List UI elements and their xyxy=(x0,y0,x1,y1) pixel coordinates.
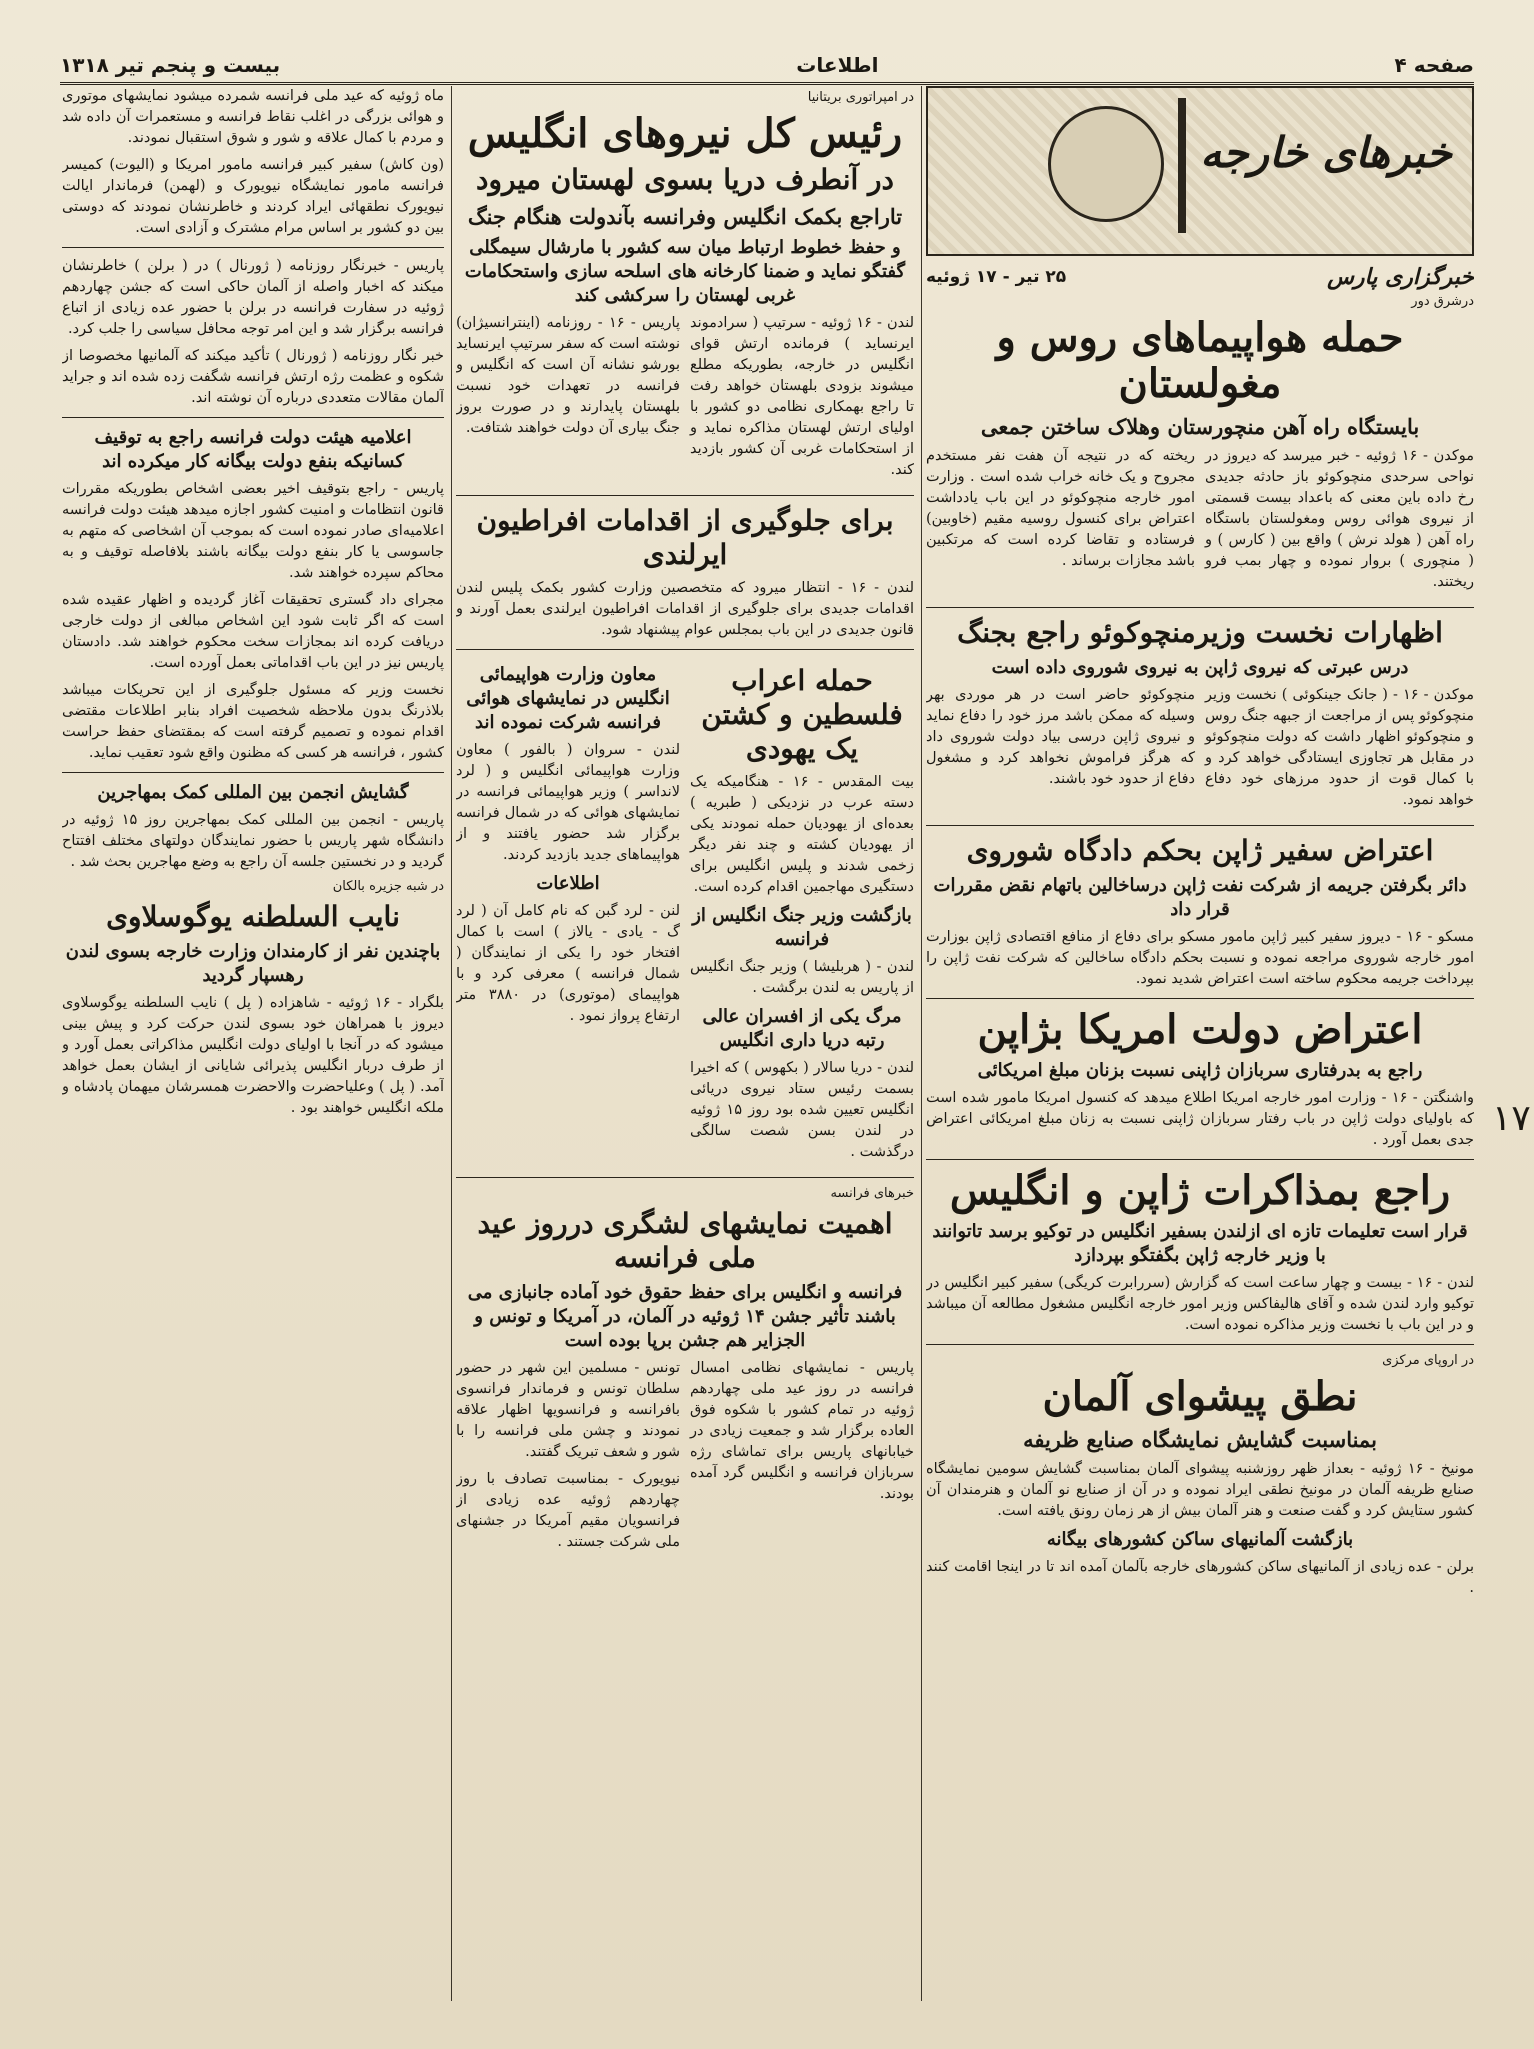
divider xyxy=(456,649,914,650)
subheadline: معاون وزارت هواپیمائی انگلیس در نمایشهای هوائی فرانسه شرکت نموده اند xyxy=(466,664,670,733)
paragraph: لنن - لرد گبن که نام کامل آن ( لرد گ - یادی - یالاز ) است با کمال افتخار خود را یکی از نمایندگان ( شمال فرانسه ) معرفی کرد و با هواپیمای (موتوری) در ۳۸۸۰ متر ارتفاع پرواز نمود . xyxy=(456,903,680,1024)
headline: اعلامیه هیئت دولت فرانسه راجع به توقیف کسانیکه بنفع دولت بیگانه کار میکرده اند xyxy=(94,427,412,472)
article-body xyxy=(456,313,914,487)
banner-title: خبرهای خارجه xyxy=(1200,128,1452,177)
subheadline: باچندین نفر از کارمندان وزارت خارجه بسوی لندن رهسپار گردید xyxy=(65,941,441,986)
column-rule xyxy=(451,86,452,2001)
divider xyxy=(62,417,444,418)
paragraph: نخست وزیر که مسئول جلوگیری از این تحریکات میباشد بلاذرنگ بدون ملاحظه شخصیت افراد بنابر اطلاعات مقتضی اقدام نموده و تصمیم گرفته است که بمقتضای حفظ حراست کشور ، فرانسه هر کسی که مظنون واقع شود تعقیب نماید. xyxy=(62,682,444,761)
paper-name: اطلاعات xyxy=(796,53,879,77)
page-number: صفحه ۴ xyxy=(1394,53,1474,77)
headline: حمله هواپیماهای روس و مغولستان xyxy=(996,314,1404,407)
divider xyxy=(926,1159,1474,1160)
subheadline: و حفظ خطوط ارتباط میان سه کشور با مارشال سیمگلی گفتگو نماید و ضمنا کارخانه های اسلحه سازی واستحکامات غربی لهستان را سرکشی کند xyxy=(464,237,906,306)
divider xyxy=(456,1177,914,1178)
paragraph: لندن - ۱۶ ژوئیه - سرتیپ ( سرادموند ایرنساید ) فرمانده ارتش قوای انگلیس در خارجه، بطوریکه مطلع میشوند بزودی بلهستان خواهد رفت تا راجع بهمکاری نظامی دو کشور با اولیای ارتش لهستان مذاکره نماید و از استحکامات غربی آن کشور بازدید کند. xyxy=(690,315,914,478)
section-kicker: در امپراتوری بریتانیا xyxy=(807,90,914,105)
issue-date: بیست و پنجم تیر ۱۳۱۸ xyxy=(60,53,281,77)
agency-line xyxy=(926,264,1474,290)
headline: نایب السلطنه یوگوسلاوی xyxy=(106,900,400,933)
column-france-balkan xyxy=(62,86,444,2001)
globe-icon xyxy=(1048,106,1164,222)
headline-line2: در آنطرف دریا بسوی لهستان میرود xyxy=(475,163,895,196)
paragraph: تونس - مسلمین این شهر در حضور سلطان تونس و فرماندار فرانسوی بافرانسه و فرانسویها اظهار علاقه نمودند و چشن ملی فرانسه را با شور و شعف تبریک گفتند. xyxy=(456,1360,680,1460)
paragraph: ریخته که در نتیجه آن هفت نفر مستخدم مجروح و یک خانه خراب شده است . وزارت امور خارجه منچوکوئو در این باب یادداشت اعتراض برای کنسول روسیه مقیم (خاوبین) فرستاده و تقاضا کرده است که مرتکبین باشد مجازات برساند . xyxy=(926,448,1195,569)
subheadline: بازگشت آلمانیهای ساکن کشورهای بیگانه xyxy=(1046,1529,1354,1550)
agency-name: خبرگزاری پارس xyxy=(1327,264,1474,290)
paragraph: پاریس - راجع بتوقیف اخیر بعضی اشخاص بطوریکه مقررات قانون انتظامات و امنیت کشور اجازه میدهد هیئت دولت فرانسه اعلامیه‌ای صادر نموده است که بموجب آن اشخاصی که متهم به جاسوسی یا کار بنفع دولت بیگانه باشند بلافاصله توقیف و به محاکم سپرده خواهند شد. xyxy=(62,481,444,581)
subheadline: دائر بگرفتن جریمه از شرکت نفت ژاپن درساخالین باتهام نقض مقررات قرار داد xyxy=(933,875,1467,920)
dateline: ۲۵ تیر - ۱۷ ژوئیه xyxy=(926,267,1067,287)
article-body xyxy=(456,1358,914,1559)
subheadline: تاراجع بکمک انگلیس وفرانسه بآندولت هنگام جنگ xyxy=(467,204,903,229)
headline: اعتراض دولت امریکا بژاپن xyxy=(977,1006,1423,1053)
headline: گشایش انجمن بین المللی کمک بمهاجرین xyxy=(97,782,409,803)
divider xyxy=(62,247,444,248)
subheadline: قرار است تعلیمات تازه ای ازلندن بسفیر انگلیس در توکیو برسد تاتوانند با وزیر خارجه ژاپن بگفتگو بپردازد xyxy=(932,1221,1468,1266)
paragraph: پاریس - نمایشهای نظامی امسال فرانسه در روز عید ملی چهاردهم ژوئیه در تمام کشور با شکوه فوق العاده برگزار شد و جمعیت زیادی در خیابانهای پاریس برای تماشای رژه سربازان فرانسه و انگلیس گرد آمده بودند. xyxy=(690,1360,914,1502)
section-kicker: در شبه جزیره بالکان xyxy=(332,879,444,894)
subheadline: راجع به بدرفتاری سربازان ژاپنی نسبت بزنان مبلغ امریکائی xyxy=(977,1060,1423,1081)
paragraph: خبر نگار روزنامه ( ژورنال ) تأکید میکند که آلمانیها مخصوصا از شکوه و عظمت رژه ارتش فرانسه شگفت زده شده اند و جراید آلمان مقالات متعددی درباره آن نوشته اند. xyxy=(62,348,444,406)
article-body xyxy=(926,685,1474,817)
paragraph: پاریس - ۱۶ - روزنامه (اینترانسیژان) نوشته است که سفر سرتیپ ایرنساید بورشو نشانه آن است که انگلیس و فرانسه در تعهدات خود نسبت بلهستان پایدارند و در صورت بروز جنگ بیاری آن دولت خواهند شتافت. xyxy=(456,315,680,436)
section-banner xyxy=(926,86,1474,256)
article-body xyxy=(456,658,914,1169)
column-rule xyxy=(921,86,922,2001)
subheadline: بازگشت وزیر جنگ انگلیس از فرانسه xyxy=(692,905,912,950)
divider xyxy=(926,998,1474,999)
paragraph: لندن - ۱۶ - بیست و چهار ساعت است که گزارش (سررابرت کریگی) سفیر کبیر انگلیس در توکیو وارد لندن شده و آقای هالیفاکس وزیر امور خارجه انگلیس مشغول مطالعه آن میباشد و در این باب با نخست وزیر مذاکره نموده است. xyxy=(926,1275,1474,1333)
margin-number: ۱۷ xyxy=(1492,1098,1531,1139)
article-body xyxy=(926,446,1474,599)
paragraph: منچوکوئو حاضر است در هر موردی بهر وسیله که ممکن باشد مرز خود را دفاع نماید و نیروی ژاپن درسی بیاد دولت شوروی داد که هرگز فراموش نخواهد کرد و مشغول دفاع از حدود خود باشند. xyxy=(926,687,1195,787)
divider xyxy=(926,1344,1474,1345)
headline: حمله اعراب فلسطین و کشتن یک یهودی xyxy=(701,664,903,765)
paragraph: واشنگتن - ۱۶ - وزارت امور خارجه امریکا اطلاع میدهد که کنسول امریکا مامور شده است که باولیای دولت ژاپن در باب رفتار سربازان ژاپنی نسبت به زنان مبلغ امریکائی اعتراض جدی بعمل آورد . xyxy=(926,1090,1474,1148)
subheadline: اطلاعات xyxy=(536,873,600,894)
paragraph: بیت المقدس - ۱۶ - هنگامیکه یک دسته عرب در نزدیکی ( طبریه ) بعده‌ای از یهودیان حمله نمودند یکی از یهودیان کشته و چند نفر دیگر زخمی شدند و پلیس انگلیس برای دستگیری مهاجمین اقدام کرده است. xyxy=(690,774,914,895)
divider xyxy=(62,772,444,773)
paragraph: لندن - ۱۶ - انتظار میرود که متخصصین وزارت کشور بکمک پلیس لندن اقدامات جدیدی برای جلوگیری از اقدامات افراطیون ایرلندی بعمل آورند و قانون جدیدی در این باب بمجلس عوام پیشنهاد شود. xyxy=(456,580,914,638)
divider xyxy=(456,495,914,496)
paragraph: مونیخ - ۱۶ ژوئیه - بعداز ظهر روزشنبه پیشوای آلمان بمناسبت گشایش سومین نمایشگاه صنایع ظریفه آلمان در مونیخ نطقی ایراد نموده و در آن از صنایع نو آلمان و هنرمندان آن کشور ستایش کرد و گفت صنعت و هنر آلمان بیش از هر زمان رونق یافته است. xyxy=(926,1461,1474,1519)
paragraph: پاریس - انجمن بین المللی کمک بمهاجرین روز ۱۵ ژوئیه در دانشگاه شهر پاریس با حضور نمایندگان دولتهای مختلف افتتاح گردید و در نخستین جلسه آن راجع به وضع مهاجرین بحث شد . xyxy=(62,812,444,870)
section-kicker: در اروپای مرکزی xyxy=(1382,1353,1474,1368)
paragraph: نیویورک - بمناسبت تصادف با روز چهاردهم ژوئیه عده زیادی از فرانسویان مقیم آمریکا در جشنهای ملی شرکت جستند . xyxy=(456,1471,680,1550)
column-britain-france xyxy=(456,86,914,2001)
subheadline: درس عبرتی که نیروی ژاپن به نیروی شوروی داده است xyxy=(991,657,1409,678)
headline: برای جلوگیری از اقدامات افراطیون ایرلندی xyxy=(476,504,894,571)
page-header xyxy=(60,48,1474,85)
radio-mast-icon xyxy=(1178,98,1186,233)
paragraph: لندن - ( هربلیشا ) وزیر جنگ انگلیس از پاریس به لندن برگشت . xyxy=(690,959,914,996)
subheadline: مرگ یکی از افسران عالی رتبه دریا داری انگلیس xyxy=(702,1006,902,1051)
paragraph: ماه ژوئیه که عید ملی فرانسه شمرده میشود نمایشهای موتوری و هوائی بزرگی در اغلب نقاط فرانسه و مستعمرات آن داده شد و مردم با کمال علاقه و شور و شوق استقبال نمودند. xyxy=(62,88,444,146)
paragraph: (ون کاش) سفیر کبیر فرانسه مامور امریکا و (الیوت) کمیسر فرانسه مامور نمایشگاه نیویورک و (لهمن) فرماندار ایالت نیویورک نطقهائی ایراد کردند و خاطرنشان نمودند که دوستی بین دو کشور بر اساس مرام مشترک و آزادی است. xyxy=(62,157,444,236)
divider xyxy=(926,607,1474,608)
paragraph: موکدن - ۱۶ ژوئیه - خبر میرسد که دیروز در نواحی سرحدی منچوکوئو باز حادثه جدیدی رخ داده باین معنی که باعداد بیست قسمتی از نیروی هوائی روس ومغولستان باستگاه راه آهن ( هولد نرش ) واقع بین ( کارس ) و ( منچوری ) بروار نموده و چهار بمب فرو ریختند. xyxy=(1205,448,1474,590)
headline: اعتراض سفیر ژاپن بحکم دادگاه شوروی xyxy=(966,834,1434,867)
paragraph: مجرای داد گستری تحقیقات آغاز گردیده و اظهار عقیده شده است که اگر ثابت شود این اشخاص مبالغی از دولت خارجی دریافت کرده اند بمجازات سخت محکوم خواهند شد. دادستان پاریس نیز در این باب اقداماتی بعمل آورده است. xyxy=(62,592,444,671)
headline: اظهارات نخست وزیرمنچوکوئو راجع بجنگ xyxy=(957,616,1443,649)
paragraph: بلگراد - ۱۶ ژوئیه - شاهزاده ( پل ) نایب السلطنه یوگوسلاوی دیروز با همراهان خود بسوی لندن حرکت کرد و پیش بینی میشود که در آنجا با اولیای دولت انگلیس مذاکراتی بعمل آورد و از طرف دربار انگلیس پذیرائی شایانی از ایشان بعمل خواهد آمد. ( پل ) وعلیاحضرت والاحضرت همسرشان میهمان پادشاه و ملکه انگلیس خواهند بود . xyxy=(62,995,444,1116)
headline: راجع بمذاکرات ژاپن و انگلیس xyxy=(949,1167,1451,1214)
section-kicker: درشرق دور xyxy=(1411,294,1474,309)
headline: رئیس کل نیروهای انگلیس xyxy=(467,110,903,157)
column-foreign-news xyxy=(926,86,1474,2001)
paragraph: لندن - سروان ( بالفور ) معاون وزارت هواپیمائی انگلیس و ( لرد لانداسر ) وزیر هواپیمائی فرانسه در نمایشهای هوائی که در شمال فرانسه برگزار شد حضور یافتند و از هواپیماهای جدید بازدید کردند. xyxy=(456,742,680,863)
paragraph: پاریس - خبرنگار روزنامه ( ژورنال ) در ( برلن ) خاطرنشان میکند که اخبار واصله از آلمان حاکی است که جشن چهاردهم ژوئیه در سفارت فرانسه در برلن با حضور عده زیادی از اتباع فرانسه برگزار شد و این امر توجه محافل سیاسی را جلب کرد. xyxy=(62,258,444,337)
paragraph: مسکو - ۱۶ - دیروز سفیر کبیر ژاپن مامور مسکو برای دفاع از منافع اقتصادی ژاپن بوزارت امور خارجه شوروی مراجعه نموده و نسبت بحکم دادگاه ساخالین که شرکت نفت ژاپن را بپرداخت جریمه محکوم ساخته است اعتراض شدید نمود. xyxy=(926,929,1474,987)
paragraph: لندن - دریا سالار ( بکهوس ) که اخیرا بسمت رئیس ستاد نیروی دریائی انگلیس تعیین شده بود روز ۱۵ ژوئیه در لندن بسن شصت سالگی درگذشت . xyxy=(690,1060,914,1160)
subheadline: بمناسبت گشایش نمایشگاه صنایع ظریفه xyxy=(1023,1427,1377,1452)
section-kicker: خبرهای فرانسه xyxy=(830,1186,914,1201)
subheadline: فرانسه و انگلیس برای حفظ حقوق خود آماده جانبازی می باشند تأثیر جشن ۱۴ ژوئیه در آلمان، در آمریکا و تونس و الجزایر هم جشن برپا بوده است xyxy=(467,1282,903,1351)
subheadline: بایستگاه راه آهن منچورستان وهلاک ساختن جمعی xyxy=(980,414,1420,439)
headline: اهمیت نمایشهای لشگری درروز عید ملی فرانسه xyxy=(477,1207,893,1274)
headline: نطق پیشوای آلمان xyxy=(1042,1373,1358,1420)
divider xyxy=(926,825,1474,826)
paragraph: برلن - عده زیادی از آلمانیهای ساکن کشورهای خارجه بآلمان آمده اند تا در اینجا اقامت کنند . xyxy=(926,1559,1474,1596)
paragraph: موکدن - ۱۶ - ( جانک جینکوئی ) نخست وزیر منچوکوئو پس از مراجعت از جبهه جنگ روس و منچوکوئو اظهار داشت که دولت منچوکوئو در مقابل هر تجاوزی ایستادگی خواهد کرد و با کمال قوت از حدود مرزهای خود دفاع خواهد نمود. xyxy=(1205,687,1474,808)
